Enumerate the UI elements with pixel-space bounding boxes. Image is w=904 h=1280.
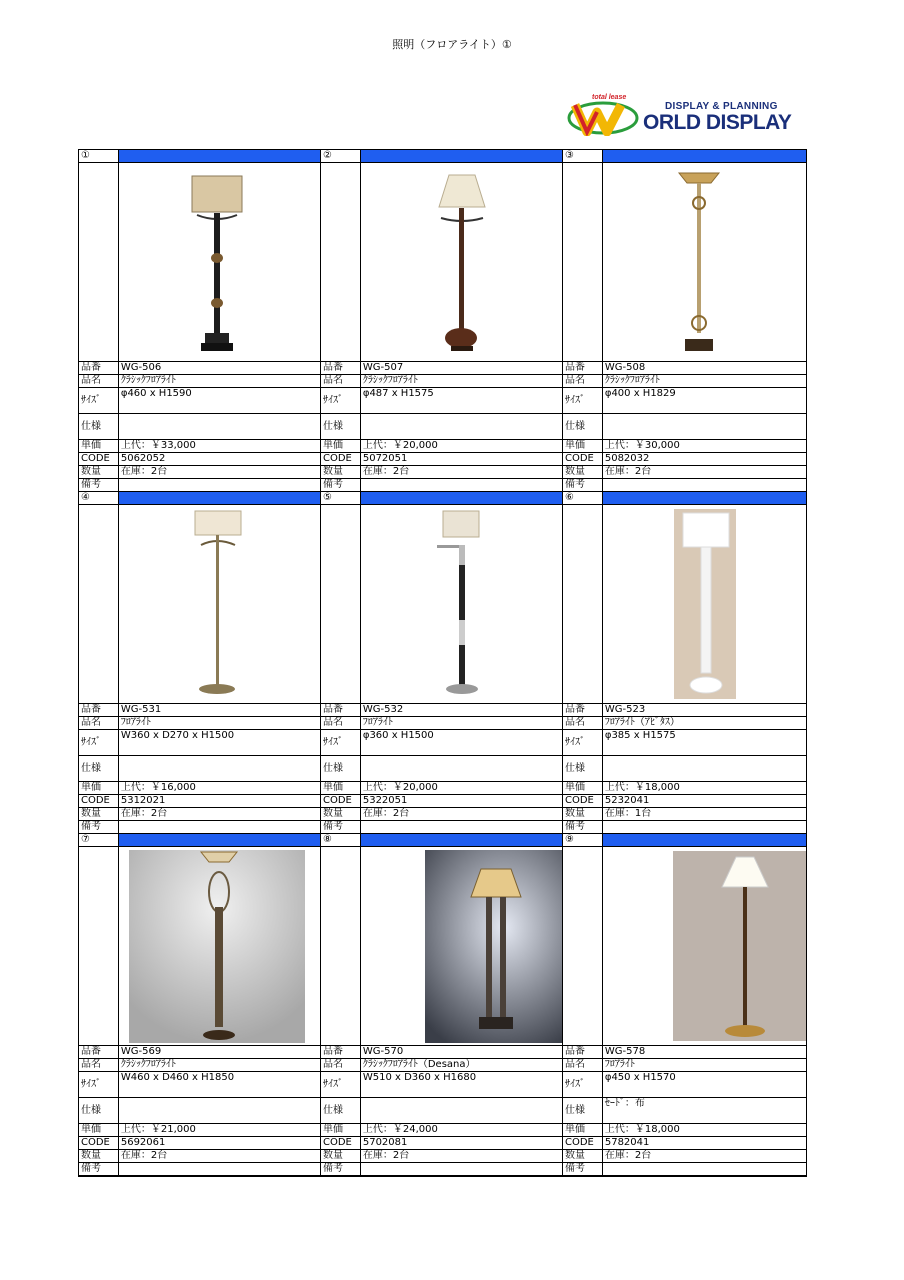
product-block <box>79 834 806 1176</box>
page-title: 照明（フロアライト）① <box>392 38 512 51</box>
note-label: 備考 <box>79 1163 119 1176</box>
size-value: φ385 x H1575 <box>603 730 806 756</box>
qty-label: 数量 <box>321 808 361 821</box>
price-row <box>79 440 806 453</box>
name-label: 品名 <box>563 375 603 388</box>
size-row <box>79 388 806 414</box>
name-row <box>79 1059 806 1072</box>
header-bar <box>603 492 806 505</box>
code-label: CODE <box>321 453 361 466</box>
price-label: 単価 <box>321 782 361 795</box>
spec-row <box>79 1098 806 1124</box>
name-label: 品名 <box>79 1059 119 1072</box>
note-label: 備考 <box>563 1163 603 1176</box>
name-row <box>79 717 806 730</box>
code_no-label: 品番 <box>79 362 119 375</box>
price-value: 上代：￥30,000 <box>603 440 806 453</box>
qty-value: 在庫：2台 <box>361 808 563 821</box>
note-value <box>603 1163 806 1176</box>
name-label: 品名 <box>79 717 119 730</box>
name-label: 品名 <box>79 375 119 388</box>
image-row <box>79 505 806 704</box>
qty-label: 数量 <box>321 466 361 479</box>
note-row <box>79 1163 806 1176</box>
qty-row <box>79 1150 806 1163</box>
code-value: 5322051 <box>361 795 563 808</box>
code-no-row <box>79 1046 806 1059</box>
empty-cell <box>321 505 361 704</box>
product-photo <box>361 163 563 362</box>
code-label: CODE <box>563 453 603 466</box>
code-label: CODE <box>79 795 119 808</box>
price-value: 上代：￥20,000 <box>361 782 563 795</box>
header-bar <box>119 492 321 505</box>
size-value: W460 x D460 x H1850 <box>119 1072 321 1098</box>
empty-cell <box>79 847 119 1046</box>
code_no-value: WG-569 <box>119 1046 321 1059</box>
w-logo-icon <box>567 100 645 136</box>
spec-value <box>361 1098 563 1124</box>
name-label: 品名 <box>563 717 603 730</box>
size-label: ｻｲｽﾞ <box>563 1072 603 1098</box>
product-photo <box>603 847 806 1046</box>
code-label: CODE <box>321 1137 361 1150</box>
code-value: 5072051 <box>361 453 563 466</box>
spec-label: 仕様 <box>563 1098 603 1124</box>
price-value: 上代：￥24,000 <box>361 1124 563 1137</box>
spec-label: 仕様 <box>321 414 361 440</box>
code_no-label: 品番 <box>321 1046 361 1059</box>
item-number: ② <box>321 150 361 163</box>
qty-row <box>79 808 806 821</box>
size-value: φ460 x H1590 <box>119 388 321 414</box>
item-number: ⑦ <box>79 834 119 847</box>
company-logo <box>565 92 805 138</box>
spec-label: 仕様 <box>79 1098 119 1124</box>
note-label: 備考 <box>321 1163 361 1176</box>
code-value: 5232041 <box>603 795 806 808</box>
header-bar <box>361 150 563 163</box>
code_no-value: WG-508 <box>603 362 806 375</box>
code_no-label: 品番 <box>321 362 361 375</box>
code_no-value: WG-578 <box>603 1046 806 1059</box>
empty-cell <box>563 163 603 362</box>
price-value: 上代：￥20,000 <box>361 440 563 453</box>
price-value: 上代：￥18,000 <box>603 782 806 795</box>
code-value: 5702081 <box>361 1137 563 1150</box>
empty-cell <box>79 505 119 704</box>
name-label: 品名 <box>321 1059 361 1072</box>
code_no-value: WG-531 <box>119 704 321 717</box>
spec-label: 仕様 <box>79 756 119 782</box>
item-number: ③ <box>563 150 603 163</box>
product-photo <box>361 847 563 1046</box>
spec-value: ｾｰﾄﾞ：布 <box>603 1098 806 1124</box>
product-photo <box>119 505 321 704</box>
empty-cell <box>79 163 119 362</box>
item-number: ⑧ <box>321 834 361 847</box>
header-bar <box>361 834 563 847</box>
block-header-row <box>79 150 806 163</box>
size-row <box>79 1072 806 1098</box>
qty-label: 数量 <box>321 1150 361 1163</box>
size-value: W510 x D360 x H1680 <box>361 1072 563 1098</box>
price-label: 単価 <box>563 1124 603 1137</box>
code_no-label: 品番 <box>563 362 603 375</box>
note-value <box>119 1163 321 1176</box>
header-bar <box>119 834 321 847</box>
spec-value <box>119 414 321 440</box>
code-value: 5062052 <box>119 453 321 466</box>
code-label: CODE <box>563 1137 603 1150</box>
item-number: ⑨ <box>563 834 603 847</box>
size-label: ｻｲｽﾞ <box>321 388 361 414</box>
qty-label: 数量 <box>79 466 119 479</box>
spec-label: 仕様 <box>563 414 603 440</box>
note-value <box>603 479 806 492</box>
item-number: ① <box>79 150 119 163</box>
product-photo <box>603 163 806 362</box>
spec-label: 仕様 <box>321 1098 361 1124</box>
code_no-value: WG-570 <box>361 1046 563 1059</box>
price-label: 単価 <box>321 440 361 453</box>
header-bar <box>603 834 806 847</box>
name-row <box>79 375 806 388</box>
product-photo <box>361 505 563 704</box>
price-row <box>79 1124 806 1137</box>
header-bar <box>119 150 321 163</box>
product-grid <box>78 149 807 1177</box>
name-value: ﾌﾛｱﾗｲﾄ <box>361 717 563 730</box>
spec-value <box>119 1098 321 1124</box>
price-label: 単価 <box>321 1124 361 1137</box>
empty-cell <box>563 505 603 704</box>
name-value: ｸﾗｼｯｸﾌﾛｱﾗｲﾄ <box>119 375 321 388</box>
code-label: CODE <box>79 453 119 466</box>
note-row <box>79 479 806 492</box>
name-label: 品名 <box>321 717 361 730</box>
name-value: ｸﾗｼｯｸﾌﾛｱﾗｲﾄ <box>119 1059 321 1072</box>
image-row <box>79 163 806 362</box>
code_no-label: 品番 <box>79 1046 119 1059</box>
code-value: 5692061 <box>119 1137 321 1150</box>
item-number: ⑤ <box>321 492 361 505</box>
name-label: 品名 <box>321 375 361 388</box>
product-photo <box>119 163 321 362</box>
product-block <box>79 492 806 834</box>
spec-value <box>119 756 321 782</box>
item-number: ④ <box>79 492 119 505</box>
price-label: 単価 <box>563 782 603 795</box>
qty-value: 在庫：2台 <box>361 466 563 479</box>
spec-row <box>79 414 806 440</box>
note-row <box>79 821 806 834</box>
qty-value: 在庫：2台 <box>119 1150 321 1163</box>
code-row <box>79 1137 806 1150</box>
note-value <box>119 479 321 492</box>
empty-cell <box>563 847 603 1046</box>
code-row <box>79 453 806 466</box>
product-photo <box>119 847 321 1046</box>
code_no-label: 品番 <box>563 704 603 717</box>
qty-label: 数量 <box>563 1150 603 1163</box>
code-value: 5312021 <box>119 795 321 808</box>
note-label: 備考 <box>563 821 603 834</box>
size-label: ｻｲｽﾞ <box>563 388 603 414</box>
price-value: 上代：￥21,000 <box>119 1124 321 1137</box>
spec-value <box>361 414 563 440</box>
product-photo <box>603 505 806 704</box>
logo-tagline: total lease <box>592 94 627 101</box>
name-value: ﾌﾛｱﾗｲﾄ <box>119 717 321 730</box>
note-label: 備考 <box>321 479 361 492</box>
spec-value <box>361 756 563 782</box>
code_no-value: WG-507 <box>361 362 563 375</box>
logo-name: ORLD DISPLAY <box>643 111 792 134</box>
spec-value <box>603 414 806 440</box>
price-label: 単価 <box>79 1124 119 1137</box>
price-value: 上代：￥33,000 <box>119 440 321 453</box>
image-row <box>79 847 806 1046</box>
name-value: ｸﾗｼｯｸﾌﾛｱﾗｲﾄ <box>361 375 563 388</box>
code-no-row <box>79 704 806 717</box>
code_no-value: WG-532 <box>361 704 563 717</box>
note-value <box>361 479 563 492</box>
size-label: ｻｲｽﾞ <box>563 730 603 756</box>
name-value: ｸﾗｼｯｸﾌﾛｱﾗｲﾄ <box>603 375 806 388</box>
size-label: ｻｲｽﾞ <box>79 1072 119 1098</box>
size-value: φ360 x H1500 <box>361 730 563 756</box>
note-label: 備考 <box>79 821 119 834</box>
qty-label: 数量 <box>79 1150 119 1163</box>
price-label: 単価 <box>79 782 119 795</box>
code-value: 5082032 <box>603 453 806 466</box>
size-row <box>79 730 806 756</box>
price-value: 上代：￥18,000 <box>603 1124 806 1137</box>
qty-label: 数量 <box>563 466 603 479</box>
qty-value: 在庫：2台 <box>119 808 321 821</box>
name-value: ﾌﾛｱﾗｲﾄ（ｱﾋﾞﾀｽ） <box>603 717 806 730</box>
product-block <box>79 150 806 492</box>
note-value <box>603 821 806 834</box>
code-row <box>79 795 806 808</box>
code-label: CODE <box>563 795 603 808</box>
name-label: 品名 <box>563 1059 603 1072</box>
price-label: 単価 <box>79 440 119 453</box>
qty-row <box>79 466 806 479</box>
note-label: 備考 <box>563 479 603 492</box>
size-label: ｻｲｽﾞ <box>321 1072 361 1098</box>
name-value: ｸﾗｼｯｸﾌﾛｱﾗｲﾄ（Desana） <box>361 1059 563 1072</box>
spec-value <box>603 756 806 782</box>
empty-cell <box>321 163 361 362</box>
price-label: 単価 <box>563 440 603 453</box>
size-label: ｻｲｽﾞ <box>79 730 119 756</box>
code-value: 5782041 <box>603 1137 806 1150</box>
name-value: ﾌﾛｱﾗｲﾄ <box>603 1059 806 1072</box>
price-row <box>79 782 806 795</box>
qty-label: 数量 <box>563 808 603 821</box>
block-header-row <box>79 834 806 847</box>
note-value <box>119 821 321 834</box>
code_no-value: WG-523 <box>603 704 806 717</box>
qty-value: 在庫：1台 <box>603 808 806 821</box>
code-label: CODE <box>321 795 361 808</box>
code_no-value: WG-506 <box>119 362 321 375</box>
spec-label: 仕様 <box>321 756 361 782</box>
code_no-label: 品番 <box>563 1046 603 1059</box>
size-label: ｻｲｽﾞ <box>321 730 361 756</box>
qty-value: 在庫：2台 <box>603 1150 806 1163</box>
size-label: ｻｲｽﾞ <box>79 388 119 414</box>
logo-subtitle: DISPLAY & PLANNING <box>665 101 778 112</box>
code-no-row <box>79 362 806 375</box>
size-value: φ400 x H1829 <box>603 388 806 414</box>
header-bar <box>603 150 806 163</box>
code_no-label: 品番 <box>321 704 361 717</box>
code-label: CODE <box>79 1137 119 1150</box>
note-label: 備考 <box>79 479 119 492</box>
qty-value: 在庫：2台 <box>603 466 806 479</box>
empty-cell <box>321 847 361 1046</box>
spec-label: 仕様 <box>79 414 119 440</box>
item-number: ⑥ <box>563 492 603 505</box>
size-value: φ450 x H1570 <box>603 1072 806 1098</box>
header-bar <box>361 492 563 505</box>
spec-row <box>79 756 806 782</box>
note-label: 備考 <box>321 821 361 834</box>
price-value: 上代：￥16,000 <box>119 782 321 795</box>
spec-label: 仕様 <box>563 756 603 782</box>
qty-value: 在庫：2台 <box>361 1150 563 1163</box>
block-header-row <box>79 492 806 505</box>
size-value: W360 x D270 x H1500 <box>119 730 321 756</box>
size-value: φ487 x H1575 <box>361 388 563 414</box>
qty-value: 在庫：2台 <box>119 466 321 479</box>
code_no-label: 品番 <box>79 704 119 717</box>
note-value <box>361 1163 563 1176</box>
note-value <box>361 821 563 834</box>
qty-label: 数量 <box>79 808 119 821</box>
